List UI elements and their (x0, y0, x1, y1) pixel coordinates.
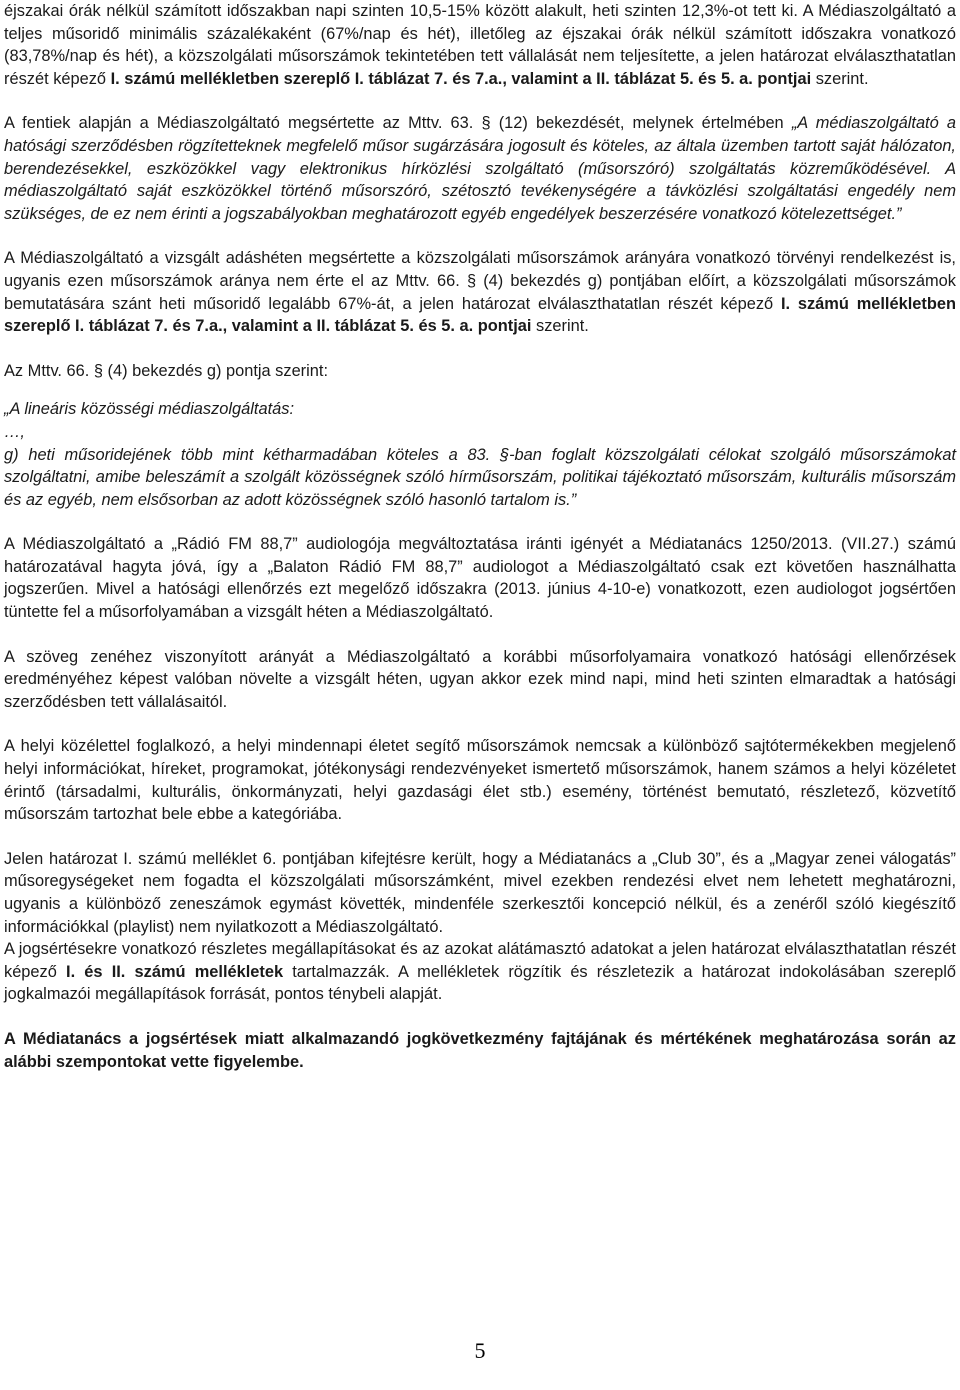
quote-body-text: g) heti műsoridejének több mint kétharmadában köteles a 83. §-ban foglalt közszolgálati célokat szolgáló műsorszámokat szolgáltatni, amibe beleszámít a szolgált közösségnek szóló hírműsorszám, politikai tájékoztató műsorszám, kulturális műsorszám és az egyéb, nem elsősorban az adott közösségnek szóló hasonló tartalom is.” (4, 445, 956, 509)
paragraph-club30: Jelen határozat I. számú melléklet 6. pontjában kifejtésre került, hogy a Médiatanács a „Club 30”, és a „Magyar zenei válogatás” műsoregységeket nem fogadta el közszolgálati műsorszámként, mivel ezekben rendezési elvet nem lehetett meghatározni, ugyanis a különböző zeneszámok egymást követték, mindenféle szerkesztői koncepció nélkül, és a zenéről szóló kiegészítő információkkal (playlist) nem nyilatkozott a Médiaszolgáltató. (4, 849, 956, 936)
paragraph-violation-63 (4, 112, 956, 225)
paragraph-text: éjszakai órák nélkül számított időszakban napi szinten 10,5-15% között alakult, heti szinten 12,3%-ot tett ki. A Médiaszolgáltató a teljes műsoridő minimális százalékaként (67%/nap és hét), illetőleg az éjszakai órák nélkül számított időszakra vonatkozó (83,78%/nap és hét), a közszolgálati műsorszámok tekintetében tett vállalását nem teljesítette, a jelen határozat elválaszthatatlan részét képező (4, 2, 956, 88)
paragraph-text: A fentiek alapján a Médiaszolgáltató megsértette az Mttv. 63. § (12) bekezdését, melynek értelmében (4, 114, 792, 133)
annex-reference: I. és II. számú mellékletek (66, 962, 284, 981)
paragraph-local-public-life: A helyi közélettel foglalkozó, a helyi mindennapi életet segítő műsorszámok nemcsak a különböző sajtótermékekben megjelenő helyi információkat, híreket, programokat, jótékonysági rendezvényeket ismertető műsorszámok, hanem számos a helyi közéletet érintő (társadalmi, kulturális, önkormányzati, helyi gazdasági élet stb.) esemény, történést bemutató, részletező, közvetítő műsorszám tartozhat bele ebbe a kategóriába. (4, 737, 956, 824)
quote-ellipsis-text: …, (4, 422, 25, 441)
paragraph-compliance-summary (4, 0, 956, 90)
paragraph-text: tartalmazzák. A mellékletek rögzítik és részletezik a határozat indokolásában szereplő jogkalmazói megállapítások forrását, pontos ténybeli alapját. (4, 962, 956, 1004)
quote-ellipsis (4, 421, 956, 444)
page-number: 5 (474, 1338, 486, 1363)
paragraph-text: A jogsértésekre vonatkozó részletes megállapításokat és az azokat alátámasztó adatokat a jelen határozat elválaszthatatlan részét képező (4, 940, 956, 981)
quote-heading (4, 398, 956, 421)
paragraph-statute-intro: Az Mttv. 66. § (4) bekezdés g) pontja szerint: (4, 361, 329, 380)
sanction-heading: A Médiatanács a jogsértések miatt alkalmazandó jogkövetkezmény fajtájának és mértékének meghatározása során az alábbi szempontokat vette figyelembe. (4, 1029, 956, 1071)
document-page (4, 0, 956, 1073)
quote-heading-text: „A lineáris közösségi médiaszolgáltatás: (4, 400, 295, 419)
quote-body (4, 444, 956, 512)
paragraph-text: szerint. (811, 69, 869, 88)
paragraph-annex-details (4, 938, 956, 1006)
paragraph-sanction-criteria (4, 1028, 956, 1073)
paragraph-text-music-ratio: A szöveg zenéhez viszonyított arányát a Médiaszolgáltató a korábbi műsorfolyamaira vonatkozó hatósági ellenőrzések eredményéhez képest valóban növelte a vizsgált héten, ugyan akkor ezek mind napi, mind heti szinten elmaradtak a hatósági szerződésben tett vállalásaitól. (4, 647, 956, 711)
paragraph-text: szerint. (531, 317, 589, 336)
annex-reference: I. számú mellékletben szereplő I. táblázat 7. és 7.a., valamint a II. táblázat 5. és 5. a. pontjai (4, 294, 956, 336)
legal-quote: „A médiaszolgáltató a hatósági szerződésben rögzítetteknek megfelelő műsor sugárzására jogosult és köteles, az általa üzemben tartott saját hálózaton, berendezésekkel, eszközökkel vagy elektronikus hírközlési szolgáltató (műsorszóró) szolgáltatás közreműködésével. A médiaszolgáltató saját eszközökkel történő műsorszóró, szétosztó tevékenységére a távközlési szolgáltatási engedély nem szükséges, de ez nem érinti a jogszabályokban meghatározott egyéb engedélyek beszerzésére vonatkozó kötelezettséget.” (4, 114, 956, 223)
paragraph-violation-66 (4, 247, 956, 337)
paragraph-audiologo: A Médiaszolgáltató a „Rádió FM 88,7” audiologója megváltoztatása iránti igényét a Médiatanács 1250/2013. (VII.27.) számú határozatával hagyta jóvá, így a „Balaton Rádió FM 88,7” audiologot a Médiaszolgáltató csak ezt követően használhatta jogszerűen. Mivel a hatósági ellenőrzés ezt megelőző időszakra (2013. június 4-10-e) vonatkozott, ezen audiologot jogsértően tüntette fel a műsorfolyamában a vizsgált héten a Médiaszolgáltató. (4, 535, 956, 622)
annex-reference: I. számú mellékletben szereplő I. táblázat 7. és 7.a., valamint a II. táblázat 5. és 5. a. pontjai (110, 69, 812, 88)
paragraph-text: A Médiaszolgáltató a vizsgált adáshéten megsértette a közszolgálati műsorszámok arányára vonatkozó törvényi rendelkezést is, ugyanis ezen műsorszámok aránya nem érte el az Mttv. 66. § (4) bekezdés g) pontjában előírt, a közszolgálati műsorszámok bemutatására szánt heti műsoridő legalább 67%-át, a jelen határozat elválaszthatatlan részét képező (4, 249, 956, 313)
